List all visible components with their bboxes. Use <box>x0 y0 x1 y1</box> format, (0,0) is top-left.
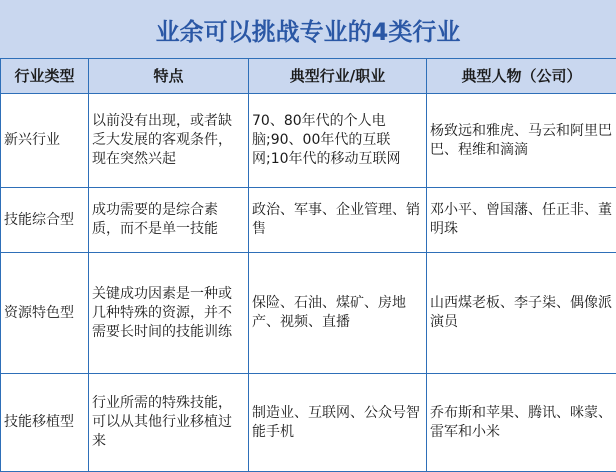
cell-people: 杨致远和雅虎、马云和阿里巴巴、程维和滴滴 <box>427 94 616 188</box>
cell-type: 技能综合型 <box>1 188 89 253</box>
table-row <box>1 188 616 253</box>
page-title: 业余可以挑战专业的4类行业 <box>0 0 616 58</box>
table-row <box>1 253 616 374</box>
table-row <box>1 94 616 188</box>
cell-type: 技能移植型 <box>1 374 89 472</box>
cell-people: 山西煤老板、李子柒、偶像派演员 <box>427 253 616 374</box>
cell-industries: 70、80年代的个人电脑;90、00年代的互联网;10年代的移动互联网 <box>249 94 427 188</box>
industry-table <box>0 58 616 472</box>
cell-people: 乔布斯和苹果、腾讯、咪蒙、雷军和小米 <box>427 374 616 472</box>
cell-industries: 保险、石油、煤矿、房地产、视频、直播 <box>249 253 427 374</box>
header-feature: 特点 <box>89 59 249 94</box>
cell-industries: 政治、军事、企业管理、销售 <box>249 188 427 253</box>
cell-feature: 行业所需的特殊技能，可以从其他行业移植过来 <box>89 374 249 472</box>
cell-feature: 以前没有出现，或者缺乏大发展的客观条件，现在突然兴起 <box>89 94 249 188</box>
cell-type: 资源特色型 <box>1 253 89 374</box>
header-people: 典型人物（公司） <box>427 59 616 94</box>
table-row <box>1 374 616 472</box>
cell-type: 新兴行业 <box>1 94 89 188</box>
cell-feature: 关键成功因素是一种或几种特殊的资源，并不需要长时间的技能训练 <box>89 253 249 374</box>
cell-industries: 制造业、互联网、公众号智能手机 <box>249 374 427 472</box>
header-industries: 典型行业/职业 <box>249 59 427 94</box>
table-header-row <box>1 59 616 94</box>
cell-feature: 成功需要的是综合素质，而不是单一技能 <box>89 188 249 253</box>
header-type: 行业类型 <box>1 59 89 94</box>
cell-people: 邓小平、曾国藩、任正非、董明珠 <box>427 188 616 253</box>
